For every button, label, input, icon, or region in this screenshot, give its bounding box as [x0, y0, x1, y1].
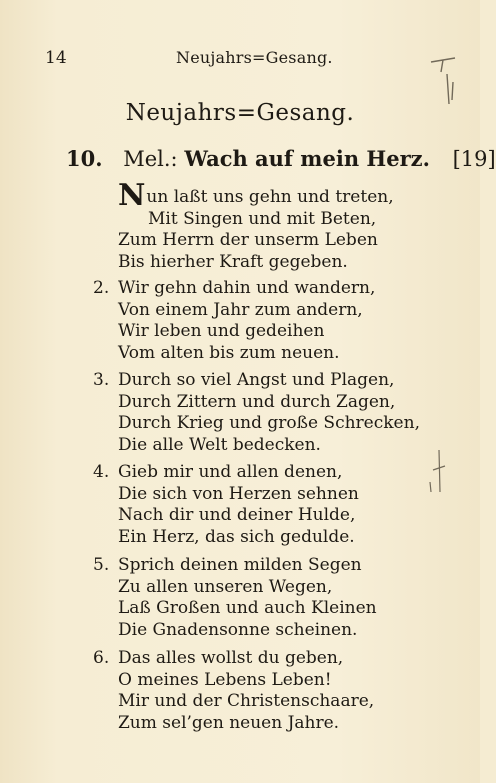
verse-5: [93, 555, 377, 641]
verse-line: Durch so viel Angst und Plagen,: [118, 370, 395, 390]
verse-line: Zum sel’gen neuen Jahre.: [118, 712, 340, 733]
verse-line: Nach dir und deiner Hulde,: [118, 505, 356, 525]
melody-prefix: Mel.:: [123, 147, 178, 171]
tune-number: [19]: [452, 147, 496, 171]
verse-1: [93, 178, 394, 273]
verse-line: Bis hierher Kraft gegeben.: [118, 251, 348, 272]
verse-line: Die alle Welt bedecken.: [118, 434, 321, 455]
verse-line: Wir gehn dahin und wandern,: [118, 278, 376, 298]
verse-line: Mir und der Christenschaare,: [118, 691, 375, 711]
verse-line: Wir leben und gedeihen: [118, 321, 325, 341]
verse-number: 2.: [93, 278, 110, 298]
verse-line: Das alles wollst du geben,: [118, 648, 344, 668]
drop-cap: N: [118, 178, 146, 213]
verse-line: Durch Krieg und große Schrecken,: [118, 413, 420, 433]
margin-pencil-mark: [425, 52, 465, 112]
verse-4: [93, 462, 359, 548]
verse-line: Laß Großen und auch Kleinen: [118, 598, 377, 618]
verse-number: 5.: [93, 555, 110, 575]
verse-line: Gieb mir und allen denen,: [118, 462, 343, 482]
verse-line: Zu allen unseren Wegen,: [118, 576, 333, 597]
verse-line: Mit Singen und mit Beten,: [148, 208, 377, 229]
verse-line: Ein Herz, das sich gedulde.: [118, 526, 355, 547]
verse-2: [93, 278, 375, 364]
page-number: 14: [45, 48, 67, 68]
verse-line: Sprich deinen milden Segen: [118, 555, 362, 575]
verse-line: Die sich von Herzen sehnen: [118, 483, 359, 504]
verse-line: Zum Herrn der unserm Leben: [118, 230, 378, 250]
verse-line: Nun laßt uns gehn und treten,: [118, 178, 394, 213]
running-head: Neujahrs=Gesang.: [176, 48, 333, 67]
verse-line: Durch Zittern und durch Zagen,: [118, 391, 396, 412]
verse-number: 4.: [93, 462, 110, 482]
verse-6: [93, 648, 374, 734]
verse-line: Die Gnadensonne scheinen.: [118, 619, 358, 640]
melody-line: [66, 146, 496, 171]
margin-pencil-mark: [425, 448, 455, 498]
verse-line: Vom alten bis zum neuen.: [118, 342, 340, 363]
melody-tune: Wach auf mein Herz.: [184, 146, 430, 171]
verse-3: [93, 370, 420, 456]
verse-number: 3.: [93, 370, 110, 390]
verse-line: Von einem Jahr zum andern,: [118, 299, 363, 320]
verse-number: 6.: [93, 648, 110, 668]
hymn-title: Neujahrs=Gesang.: [125, 100, 355, 126]
verse-line: O meines Lebens Leben!: [118, 669, 332, 690]
hymn-number: 10.: [66, 146, 103, 171]
